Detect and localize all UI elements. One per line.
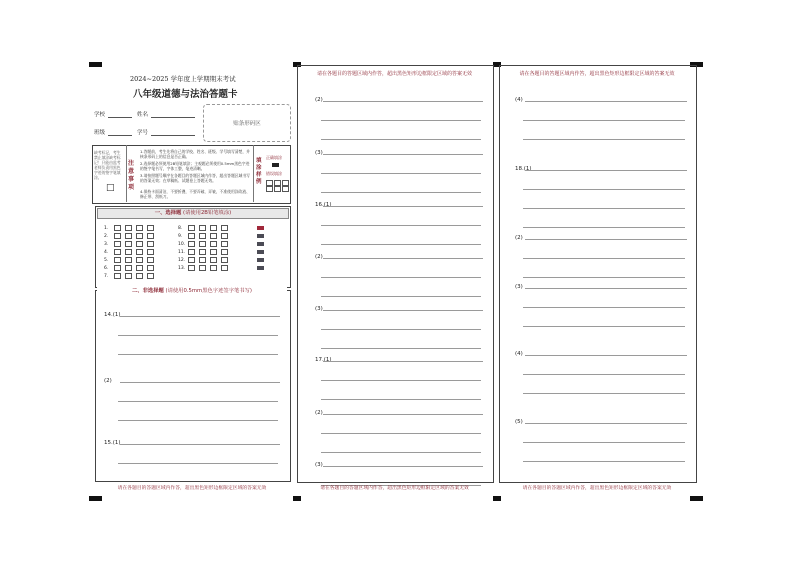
question-label: (3) [315, 150, 323, 156]
mc-question-number: 3. [104, 241, 109, 247]
answer-line[interactable] [118, 401, 278, 402]
mc-bubble-7-A[interactable] [114, 273, 121, 279]
mc-bubble-10-D[interactable] [221, 241, 228, 247]
mc-bubble-10-B[interactable] [199, 241, 206, 247]
answer-line[interactable] [323, 414, 483, 415]
column2-box [297, 65, 494, 483]
school-label: 学校 [94, 112, 106, 118]
answer-line[interactable] [525, 239, 687, 240]
mc-question-number: 9. [178, 233, 183, 239]
answer-line[interactable] [323, 154, 483, 155]
answer-line[interactable] [523, 393, 685, 394]
subject-title: 八年级道德与法治答题卡 [133, 89, 238, 100]
section2-title: 二、非选择题 [132, 288, 164, 294]
mc-question-5 [104, 257, 155, 263]
mc-bubble-6-A[interactable] [114, 265, 121, 271]
answer-line[interactable] [321, 244, 481, 245]
mc-bubble-8-C[interactable] [210, 225, 217, 231]
mc-question-9 [178, 233, 229, 239]
mc-question-10 [178, 241, 229, 247]
mc-question-2 [104, 233, 155, 239]
mc-swatch-8 [257, 226, 264, 230]
mc-bubble-12-B[interactable] [199, 257, 206, 263]
question-label: (4) [515, 97, 523, 103]
question-label: (2) [515, 235, 523, 241]
notice-rule-4: 4.保持卡面清洁，不要折叠，不要弄破、弄皱，不准使用涂改液、修正带、刮纸刀。 [140, 189, 250, 200]
answer-line[interactable] [118, 420, 278, 421]
answer-line[interactable] [523, 227, 685, 228]
mc-question-1 [104, 225, 155, 231]
mc-question-number: 6. [104, 265, 109, 271]
answer-line[interactable] [525, 288, 687, 289]
mc-bubble-5-C[interactable] [136, 257, 143, 263]
answer-line[interactable] [321, 173, 481, 174]
mc-question-7 [104, 273, 155, 279]
answer-line[interactable] [525, 423, 687, 424]
mc-bubble-10-C[interactable] [210, 241, 217, 247]
answer-line[interactable] [321, 399, 481, 400]
mc-bubble-12-C[interactable] [210, 257, 217, 263]
mc-question-3 [104, 241, 155, 247]
position-mark-mid4 [493, 496, 501, 501]
answer-line[interactable] [118, 463, 278, 464]
mc-bubble-1-A[interactable] [114, 225, 121, 231]
answer-line[interactable] [523, 189, 685, 190]
question-label: (2) [315, 254, 323, 260]
position-mark-tl [89, 62, 102, 67]
mc-bubble-9-D[interactable] [221, 233, 228, 239]
mc-bubble-9-B[interactable] [199, 233, 206, 239]
mc-question-number: 12. [178, 257, 186, 263]
mc-swatch-12 [257, 258, 264, 262]
answer-line[interactable] [523, 326, 685, 327]
student-id-label: 学号 [137, 130, 149, 136]
mc-bubble-2-A[interactable] [114, 233, 121, 239]
answer-line[interactable] [525, 170, 687, 171]
answer-line[interactable] [523, 374, 685, 375]
question-label: (3) [515, 284, 523, 290]
mc-bubble-6-D[interactable] [147, 265, 154, 271]
missing-exam-checkbox[interactable]: □ [106, 183, 115, 193]
answer-line[interactable] [321, 348, 481, 349]
mc-bubble-2-B[interactable] [125, 233, 132, 239]
footer-hint-col3: 请在各题目的答题区域内作答，超出黑色矩形边框限定区域的答案无效 [522, 486, 672, 491]
answer-line[interactable] [523, 307, 685, 308]
answer-line[interactable] [120, 382, 280, 383]
correct-fill-label: 正确填涂 [266, 155, 282, 160]
question-label: 14.(1) [104, 312, 121, 318]
mc-bubble-3-A[interactable] [114, 241, 121, 247]
question-label: (3) [315, 306, 323, 312]
wrong-fill-samples [266, 180, 290, 192]
mc-bubble-12-D[interactable] [221, 257, 228, 263]
mc-question-number: 13. [178, 265, 186, 271]
mc-question-number: 5. [104, 257, 109, 263]
question-label: (2) [315, 410, 323, 416]
mc-bubble-4-B[interactable] [125, 249, 132, 255]
mc-bubble-11-B[interactable] [199, 249, 206, 255]
answer-line[interactable] [321, 452, 481, 453]
mc-swatch-10 [257, 242, 264, 246]
header-hint-col3: 请在各题目的答题区域内作答，超出黑色矩形边框限定区域的答案无效 [519, 71, 675, 77]
mc-question-number: 11. [178, 249, 186, 255]
answer-line[interactable] [321, 225, 481, 226]
mc-bubble-3-B[interactable] [125, 241, 132, 247]
mc-question-number: 1. [104, 225, 109, 231]
mc-swatch-13 [257, 266, 264, 270]
answer-line[interactable] [525, 101, 687, 102]
mc-question-number: 10. [178, 241, 186, 247]
answer-line[interactable] [523, 277, 685, 278]
answer-line[interactable] [523, 139, 685, 140]
mc-question-6 [104, 265, 155, 271]
answer-line[interactable] [523, 258, 685, 259]
school-field[interactable] [108, 117, 132, 118]
mc-question-number: 8. [178, 225, 183, 231]
mc-bubble-5-A[interactable] [114, 257, 121, 263]
notice-rule-1: 1.答题前，考生先将自己的学校、姓名、班级、学号填写清楚，并核条形码上的信息是否正确。 [140, 149, 250, 160]
mc-bubble-6-C[interactable] [136, 265, 143, 271]
answer-line[interactable] [118, 354, 278, 355]
mc-question-12 [178, 257, 229, 263]
mc-bubble-13-D[interactable] [221, 265, 228, 271]
answer-line[interactable] [525, 355, 687, 356]
mc-bubble-1-D[interactable] [147, 225, 154, 231]
answer-line[interactable] [321, 329, 481, 330]
student-id-field[interactable] [151, 135, 195, 136]
mc-question-8 [178, 225, 229, 231]
fill-example-title: 填涂样例 [256, 158, 262, 185]
mc-bubble-4-A[interactable] [114, 249, 121, 255]
answer-line[interactable] [323, 101, 483, 102]
mc-bubble-4-D[interactable] [147, 249, 154, 255]
section1-note: (请使用2B铅笔填涂) [182, 210, 232, 216]
question-label: 15.(1) [104, 440, 121, 446]
mc-bubble-10-A[interactable] [188, 241, 195, 247]
mc-bubble-8-A[interactable] [188, 225, 195, 231]
answer-line[interactable] [323, 310, 483, 311]
answer-line[interactable] [323, 258, 483, 259]
mc-bubble-3-D[interactable] [147, 241, 154, 247]
column3-box [499, 65, 697, 483]
wrong-fill-label: 错误填涂 [266, 171, 282, 176]
section2-box [95, 290, 291, 482]
mc-bubble-9-C[interactable] [210, 233, 217, 239]
mc-bubble-2-D[interactable] [147, 233, 154, 239]
mc-bubble-13-A[interactable] [188, 265, 195, 271]
mc-bubble-7-B[interactable] [125, 273, 132, 279]
answer-line[interactable] [321, 139, 481, 140]
question-label: (2) [104, 378, 112, 384]
answer-line[interactable] [523, 442, 685, 443]
missing-exam-text: 缺考标记，考生禁止填涂缺考标记！只能由监考老师负责用黑色字迹的签字笔填涂。 [94, 150, 121, 180]
missing-exam-divider [126, 145, 127, 202]
mc-question-4 [104, 249, 155, 255]
mc-bubble-8-D[interactable] [221, 225, 228, 231]
name-field[interactable] [151, 117, 195, 118]
mc-bubble-7-D[interactable] [147, 273, 154, 279]
position-mark-br [690, 496, 703, 501]
section2-note: (请使用0.5mm黑色字迹签字笔书写) [165, 288, 252, 294]
example-divider [253, 145, 254, 202]
mc-question-11 [178, 249, 229, 255]
mc-bubble-8-B[interactable] [199, 225, 206, 231]
notice-rule-3: 3.请按照题号顺序在各题目的答题区域内作答，超出答题区域书写的答案无效；在草稿纸、试题卷上答题无效。 [140, 173, 250, 184]
header-hint-col2: 请在各题目的答题区域内作答，超出黑色矩形边框限定区域的答案无效 [316, 71, 472, 77]
mc-bubble-7-C[interactable] [136, 273, 143, 279]
answer-line[interactable] [321, 120, 481, 121]
answer-line[interactable] [120, 316, 280, 317]
answer-line[interactable] [323, 206, 483, 207]
correct-fill-sample [272, 163, 279, 167]
mc-question-number: 7. [104, 273, 109, 279]
answer-line[interactable] [321, 433, 481, 434]
answer-line[interactable] [323, 466, 483, 467]
footer-hint-col1: 请在各题目的答题区域内作答，超出黑色矩形边框限定区域的答案无效 [117, 486, 267, 491]
mc-bubble-12-A[interactable] [188, 257, 195, 263]
answer-line[interactable] [523, 461, 685, 462]
answer-line[interactable] [118, 335, 278, 336]
mc-question-number: 4. [104, 249, 109, 255]
mc-bubble-11-C[interactable] [210, 249, 217, 255]
footer-hint-col2: 请在各题目的答题区域内作答，超出黑色矩形边框限定区域的答案无效 [320, 486, 469, 491]
notice-rule-2: 2.选择题必须使用2B铅笔填涂；主观题必须使用0.5mm黑色字迹的签字笔书写，字体工整，笔迹清晰。 [140, 161, 250, 172]
question-label: (2) [315, 97, 323, 103]
name-label: 姓名 [137, 112, 149, 118]
answer-line[interactable] [323, 361, 483, 362]
question-label: 17.(1) [315, 357, 332, 363]
barcode-area [203, 104, 291, 142]
notice-title: 注意事项 [128, 160, 135, 191]
mc-bubble-13-B[interactable] [199, 265, 206, 271]
answer-line[interactable] [321, 192, 481, 193]
section1-title: 一、选择题 [154, 210, 182, 216]
mc-question-number: 2. [104, 233, 109, 239]
barcode-area-label: 贴条形码区 [233, 121, 261, 127]
position-mark-bl [89, 496, 102, 501]
mc-bubble-11-A[interactable] [188, 249, 195, 255]
answer-line[interactable] [321, 296, 481, 297]
mc-swatch-11 [257, 250, 264, 254]
question-label: (4) [515, 351, 523, 357]
position-mark-mid3 [293, 496, 301, 501]
mc-question-13 [178, 265, 229, 271]
mc-swatch-9 [257, 234, 264, 238]
question-label: (5) [515, 419, 523, 425]
mc-bubble-1-B[interactable] [125, 225, 132, 231]
answer-line[interactable] [321, 277, 481, 278]
question-label: (3) [315, 462, 323, 468]
class-label: 班级 [94, 130, 106, 136]
mc-bubble-5-B[interactable] [125, 257, 132, 263]
answer-line[interactable] [321, 380, 481, 381]
mc-bubble-13-C[interactable] [210, 265, 217, 271]
mc-bubble-3-C[interactable] [136, 241, 143, 247]
mc-bubble-6-B[interactable] [125, 265, 132, 271]
exam-title: 2024~2025 学年度上学期期末考试 [130, 75, 236, 83]
mc-bubble-2-C[interactable] [136, 233, 143, 239]
mc-bubble-9-A[interactable] [188, 233, 195, 239]
mc-bubble-1-C[interactable] [136, 225, 143, 231]
mc-bubble-11-D[interactable] [221, 249, 228, 255]
mc-bubble-4-C[interactable] [136, 249, 143, 255]
question-label: 16.(1) [315, 202, 332, 208]
mc-bubble-5-D[interactable] [147, 257, 154, 263]
answer-line[interactable] [120, 444, 280, 445]
class-field[interactable] [108, 135, 132, 136]
answer-line[interactable] [523, 120, 685, 121]
answer-line[interactable] [523, 208, 685, 209]
question-label: 18.(1) [515, 166, 532, 172]
section1-bar [97, 208, 289, 219]
section2-bar [97, 287, 287, 296]
